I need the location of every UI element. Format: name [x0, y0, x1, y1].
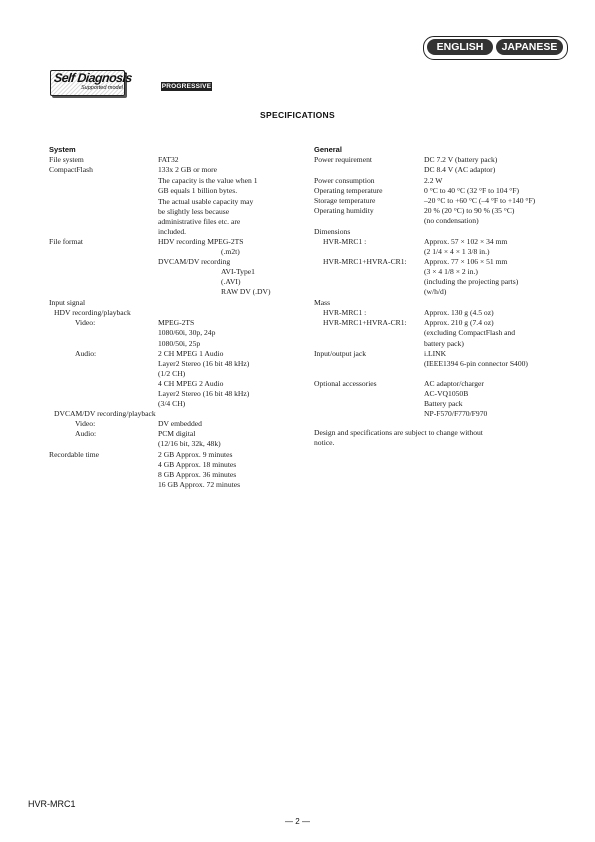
general-label: Operating humidity: [314, 206, 374, 215]
system-value: administrative files etc. are: [158, 217, 241, 226]
system-label: CompactFlash: [49, 165, 93, 174]
system-value: AVI-Type1: [221, 267, 255, 276]
system-label: HDV recording/playback: [54, 308, 131, 317]
system-value: (12/16 bit, 32k, 48k): [158, 439, 221, 448]
tab-japanese[interactable]: JAPANESE: [496, 39, 563, 55]
general-label: HVR-MRC1 :: [323, 308, 367, 317]
system-value: 2 GB Approx. 9 minutes: [158, 450, 233, 459]
general-value: 20 % (20 °C) to 90 % (35 °C): [424, 206, 515, 215]
system-value: MPEG-2TS: [158, 318, 195, 327]
system-value: (.m2t): [221, 247, 240, 256]
system-value: 2 CH MPEG 1 Audio: [158, 349, 224, 358]
system-label: Video:: [75, 318, 96, 327]
footer-model: HVR-MRC1: [28, 799, 76, 809]
system-value: (3/4 CH): [158, 399, 186, 408]
page-number: — 2 —: [285, 817, 310, 826]
general-value: (w/h/d): [424, 287, 447, 296]
system-label: Recordable time: [49, 450, 99, 459]
system-value: 1080/60i, 30p, 24p: [158, 328, 216, 337]
general-label: Optional accessories: [314, 379, 377, 388]
system-value: included.: [158, 227, 187, 236]
general-value: AC adaptor/charger: [424, 379, 484, 388]
system-label: Input signal: [49, 298, 86, 307]
system-value: Layer2 Stereo (16 bit 48 kHz): [158, 389, 250, 398]
general-value: DC 7.2 V (battery pack): [424, 155, 498, 164]
supported-model-label: Supported model: [81, 85, 123, 91]
page-title: SPECIFICATIONS: [260, 110, 335, 120]
system-value: GB equals 1 billion bytes.: [158, 186, 238, 195]
system-label: Video:: [75, 419, 96, 428]
general-value: Approx. 210 g (7.4 oz): [424, 318, 494, 327]
tab-english[interactable]: ENGLISH: [427, 39, 493, 55]
system-value: (.AVI): [221, 277, 241, 286]
general-note: notice.: [314, 438, 335, 447]
system-value: be slightly less because: [158, 207, 230, 216]
general-value: Battery pack: [424, 399, 463, 408]
general-heading: General: [314, 145, 342, 154]
system-value: HDV recording MPEG-2TS: [158, 237, 244, 246]
system-value: FAT32: [158, 155, 179, 164]
system-heading: System: [49, 145, 76, 154]
system-label: File format: [49, 237, 83, 246]
system-label: DVCAM/DV recording/playback: [54, 409, 156, 418]
general-label: HVR-MRC1+HVRA-CR1:: [323, 318, 407, 327]
general-note: Design and specifications are subject to change without: [314, 428, 483, 437]
progressive-badge: PROGRESSIVE: [161, 83, 212, 90]
system-value: The actual usable capacity may: [158, 197, 254, 206]
general-label: Storage temperature: [314, 196, 376, 205]
general-label: HVR-MRC1 :: [323, 237, 367, 246]
general-value: battery pack): [424, 339, 464, 348]
system-label: Audio:: [75, 429, 97, 438]
self-diagnosis-badge: [50, 70, 133, 96]
general-label: Operating temperature: [314, 186, 383, 195]
general-value: –20 °C to +60 °C (–4 °F to +140 °F): [424, 196, 536, 205]
general-value: (including the projecting parts): [424, 277, 519, 286]
general-value: NP-F570/F770/F970: [424, 409, 488, 418]
system-label: File system: [49, 155, 84, 164]
self-diagnosis-label: Self Diagnosis: [53, 71, 133, 85]
general-label: HVR-MRC1+HVRA-CR1:: [323, 257, 407, 266]
system-value: 4 CH MPEG 2 Audio: [158, 379, 224, 388]
system-value: Layer2 Stereo (16 bit 48 kHz): [158, 359, 250, 368]
general-value: (no condensation): [424, 216, 479, 225]
general-value: 2.2 W: [424, 176, 443, 185]
system-value: 1080/50i, 25p: [158, 339, 201, 348]
general-value: (3 × 4 1/8 × 2 in.): [424, 267, 478, 276]
general-label: Power consumption: [314, 176, 375, 185]
general-label: Dimensions: [314, 227, 351, 236]
system-value: 4 GB Approx. 18 minutes: [158, 460, 237, 469]
general-value: (IEEE1394 6-pin connector S400): [424, 359, 528, 368]
general-value: DC 8.4 V (AC adaptor): [424, 165, 496, 174]
general-value: Approx. 130 g (4.5 oz): [424, 308, 494, 317]
general-value: (excluding CompactFlash and: [424, 328, 516, 337]
general-value: 0 °C to 40 °C (32 °F to 104 °F): [424, 186, 520, 195]
system-value: PCM digital: [158, 429, 196, 438]
system-value: 8 GB Approx. 36 minutes: [158, 470, 237, 479]
general-value: i.LINK: [424, 349, 447, 358]
system-label: Audio:: [75, 349, 97, 358]
system-value: DV embedded: [158, 419, 202, 428]
system-value: 133x 2 GB or more: [158, 165, 218, 174]
system-value: The capacity is the value when 1: [158, 176, 258, 185]
system-value: RAW DV (.DV): [221, 287, 271, 296]
general-value: Approx. 77 × 106 × 51 mm: [424, 257, 508, 266]
general-value: Approx. 57 × 102 × 34 mm: [424, 237, 508, 246]
general-label: Input/output jack: [314, 349, 367, 358]
general-value: AC-VQ1050B: [424, 389, 469, 398]
language-tabs: [423, 36, 568, 60]
system-value: DVCAM/DV recording: [158, 257, 231, 266]
general-value: (2 1/4 × 4 × 1 3/8 in.): [424, 247, 490, 256]
system-value: (1/2 CH): [158, 369, 186, 378]
general-label: Power requirement: [314, 155, 372, 164]
system-value: 16 GB Approx. 72 minutes: [158, 480, 241, 489]
general-label: Mass: [314, 298, 331, 307]
